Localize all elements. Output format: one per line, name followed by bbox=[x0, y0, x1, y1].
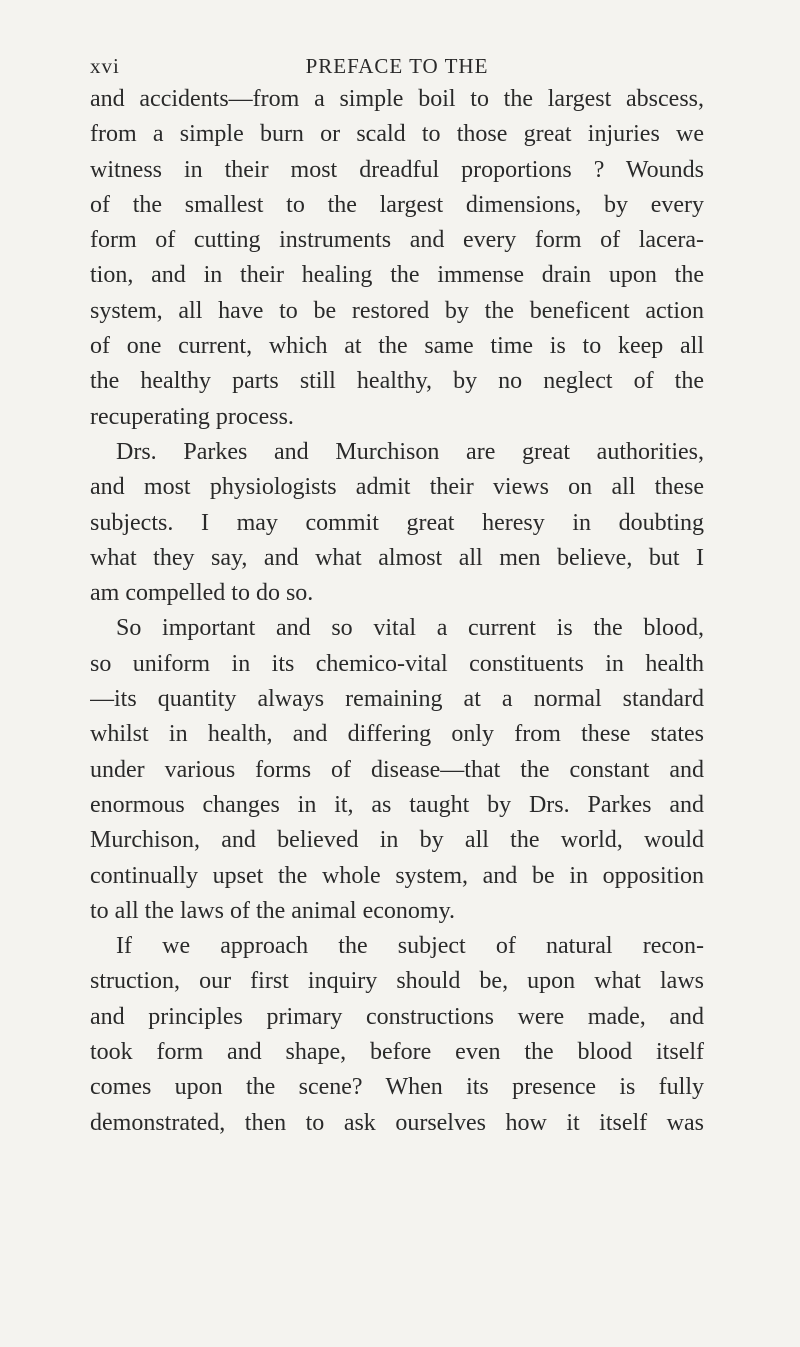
text-line: so uniform in its chemico-vital constituents in health bbox=[90, 650, 704, 677]
text-line: demonstrated, then to ask ourselves how it itself was bbox=[90, 1109, 704, 1136]
text-line: of the smallest to the largest dimensions, by every bbox=[90, 191, 704, 218]
text-line: am compelled to do so. bbox=[90, 580, 314, 607]
text-line: from a simple burn or scald to those great injuries we bbox=[90, 121, 704, 148]
text-line: took form and shape, before even the blood itself bbox=[90, 1039, 704, 1066]
page-number: xvi bbox=[90, 54, 120, 78]
text-line: witness in their most dreadful proportions ? Wounds bbox=[90, 156, 704, 183]
text-line: system, all have to be restored by the beneficent action bbox=[90, 297, 704, 324]
text-line: and accidents—from a simple boil to the largest abscess, bbox=[90, 86, 704, 112]
text-line: tion, and in their healing the immense drain upon the bbox=[90, 262, 704, 289]
text-line: If we approach the subject of natural recon- bbox=[116, 933, 704, 960]
body-text bbox=[90, 82, 704, 1141]
text-line: comes upon the scene? When its presence is fully bbox=[90, 1074, 704, 1101]
text-line: Drs. Parkes and Murchison are great authorities, bbox=[116, 438, 704, 465]
text-line: enormous changes in it, as taught by Drs. Parkes and bbox=[90, 791, 704, 818]
text-line: form of cutting instruments and every form of lacera- bbox=[90, 227, 704, 254]
text-line: to all the laws of the animal economy. bbox=[90, 897, 456, 924]
text-line: of one current, which at the same time is to keep all bbox=[90, 333, 704, 360]
text-line: the healthy parts still healthy, by no neglect of the bbox=[90, 368, 704, 395]
text-line: So important and so vital a current is the blood, bbox=[116, 615, 704, 642]
text-line: continually upset the whole system, and be in opposition bbox=[90, 862, 704, 889]
text-line: whilst in health, and differing only from these states bbox=[90, 721, 704, 748]
text-line: struction, our first inquiry should be, upon what laws bbox=[90, 968, 704, 995]
text-line: recuperating process. bbox=[90, 403, 294, 430]
text-line: —its quantity always remaining at a normal standard bbox=[90, 686, 704, 713]
text-line: under various forms of disease—that the constant and bbox=[90, 756, 704, 783]
text-line: subjects. I may commit great heresy in doubting bbox=[90, 509, 704, 536]
text-line: and principles primary constructions were made, and bbox=[90, 1003, 704, 1030]
running-title: PREFACE TO THE bbox=[305, 54, 489, 78]
text-line: and most physiologists admit their views on all these bbox=[90, 474, 704, 501]
text-line: what they say, and what almost all men believe, but I bbox=[90, 544, 704, 571]
text-line: Murchison, and believed in by all the world, would bbox=[90, 827, 704, 854]
